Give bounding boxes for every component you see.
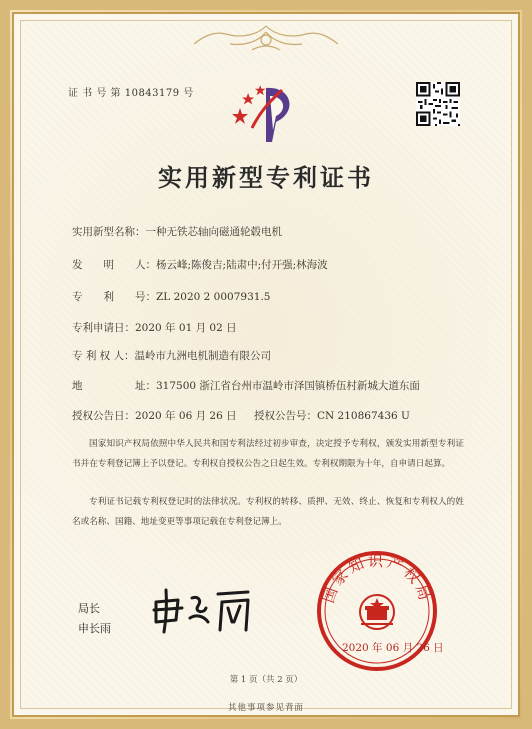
page-indicator: 第 1 页（共 2 页） xyxy=(229,675,303,685)
grant-date-row xyxy=(72,408,237,423)
grant-statement-paragraph: 国家知识产权局依照中华人民共和国专利法经过初步审查，决定授予专利权，颁发实用新型专利证书并在专利登记簿上予以登记。专利权自授权公告之日起生效。专利权期限为十年，自申请日起算。 xyxy=(72,439,464,469)
director-name: 申长雨 xyxy=(78,622,111,635)
patentee-label: 专 利 权 人： xyxy=(72,350,135,362)
national-emblem-icon xyxy=(360,595,394,629)
qr-code-icon xyxy=(416,82,460,126)
address-label: 地 址： xyxy=(72,380,156,392)
official-seal-icon xyxy=(314,548,440,674)
filing-date-label: 专利申请日： xyxy=(72,322,135,334)
legal-status-paragraph: 专利证书记载专利权登记时的法律状况。专利权的转移、质押、无效、终止、恢复和专利权人的姓名或名称、国籍、地址变更等事项记载在专利登记簿上。 xyxy=(72,497,464,527)
utility-model-name-row xyxy=(72,224,282,239)
seal-text: 国家知识产权局 xyxy=(319,552,435,606)
certificate-number: 证 书 号 第 10843179 号 xyxy=(68,88,194,99)
seal-date: 2020 年 06 月 26 日 xyxy=(342,642,444,654)
director-title: 局长 xyxy=(78,602,100,615)
patent-number-row xyxy=(72,289,270,304)
grant-date-label: 授权公告日： xyxy=(72,410,135,422)
patent-number-value: ZL 2020 2 0007931.5 xyxy=(156,291,271,303)
patentee-row xyxy=(72,348,271,363)
grant-number-label: 授权公告号： xyxy=(254,410,317,422)
bottom-note: 其他事项参见背面 xyxy=(227,703,304,713)
inventor-value: 杨云峰;陈俊吉;陆肃中;付开强;林海波 xyxy=(156,259,328,271)
grant-number-row xyxy=(254,408,410,423)
filing-date-value: 2020 年 01 月 02 日 xyxy=(135,322,237,334)
svg-text:国家知识产权局 xyxy=(319,552,434,605)
patent-number-label: 专 利 号： xyxy=(72,291,156,303)
director-signature-icon xyxy=(148,586,258,634)
filing-date-row xyxy=(72,320,237,335)
patentee-value: 温岭市九洲电机制造有限公司 xyxy=(134,350,272,362)
inventor-row xyxy=(72,257,328,272)
cnipa-logo-icon xyxy=(226,78,306,146)
utility-model-name-label: 实用新型名称： xyxy=(72,226,146,238)
certificate-title: 实用新型专利证书 xyxy=(158,163,374,192)
address-row xyxy=(72,378,420,393)
grant-number-value: CN 210867436 U xyxy=(317,410,410,422)
top-ornament-icon xyxy=(186,22,346,56)
address-value: 317500 浙江省台州市温岭市泽国镇桥伍村新城大道东面 xyxy=(156,380,420,392)
utility-model-name-value: 一种无铁芯轴向磁通轮毂电机 xyxy=(145,226,282,238)
inventor-label: 发 明 人： xyxy=(72,259,156,271)
grant-date-value: 2020 年 06 月 26 日 xyxy=(135,410,237,422)
